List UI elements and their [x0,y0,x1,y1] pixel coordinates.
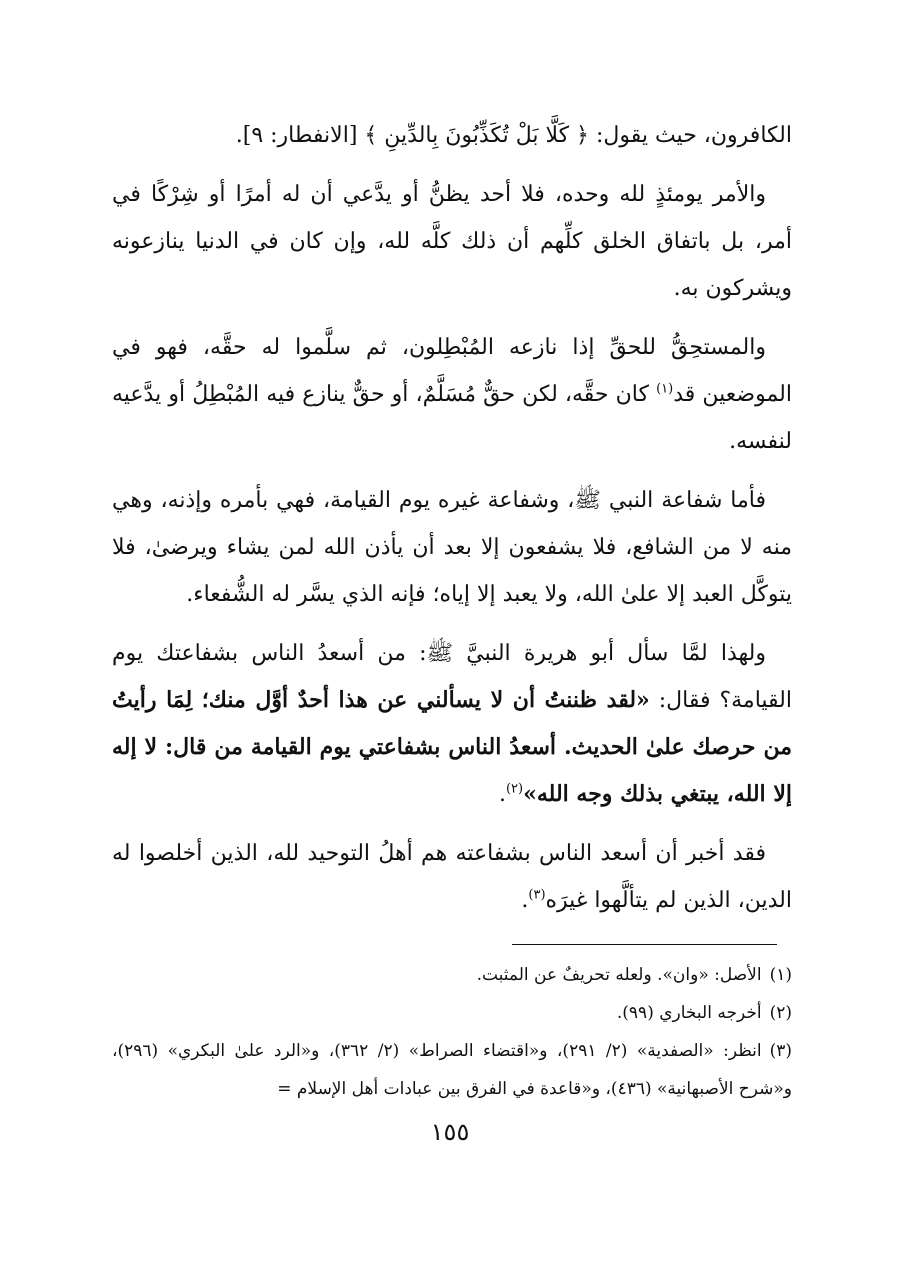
footnote-separator [512,944,777,945]
footnote-number: (١) [769,965,792,985]
paragraph-text: الكافرون، حيث يقول: ﴿ كَلَّا بَلْ تُكَذِّبُونَ بِالدِّينِ ﴾ [الانفطار: ٩]. [235,123,792,148]
paragraph-text: والأمر يومئذٍ لله وحده، فلا أحد يظنُّ أو يدَّعي أن له أمرًا أو شِرْكًا في أمر، بل باتفاق الخلق كلِّهم أن ذلك كلَّه لله، وإن كان في الدنيا ينازعونه ويشركون به. [112,182,792,301]
paragraph [112,477,792,618]
paragraph [112,171,792,312]
footnotes-block [112,956,792,1108]
paragraph-text: والمستحِقُّ للحقِّ إذا نازعه المُبْطِلون، ثم سلَّموا له حقَّه، فهو في الموضعين قد [112,335,792,407]
footnote-reference: (١) [656,381,674,397]
footnote [112,1032,792,1108]
paragraph-text: . [521,888,529,913]
main-text-block [112,112,792,936]
footnote [112,994,792,1032]
footnote-number: (٢) [769,1003,792,1023]
page-number: ١٥٥ [430,1118,470,1146]
paragraph [112,630,792,818]
footnote-reference: (٢) [505,781,524,797]
paragraph-text: فأما شفاعة النبي ﷺ، وشفاعة غيره يوم القيامة، فهي بأمره وإذنه، وهي منه لا من الشافع، فلا يشفعون إلا بعد أن يأذن الله لمن يشاء ويرضىٰ، فلا يتوكَّل العبد إلا علىٰ الله، ولا يعبد إلا إياه؛ فإنه الذي يسَّر له الشُّفعاء. [112,488,792,607]
paragraph [112,112,792,159]
paragraph-text: كان حقَّه، لكن حقٌّ مُسَلَّمٌ، أو حقٌّ ينازع فيه المُبْطِلُ أو يدَّعيه لنفسه. [112,382,792,454]
paragraph [112,830,792,924]
paragraph-text: فقد أخبر أن أسعد الناس بشفاعته هم أهلُ التوحيد لله، الذين أخلصوا له الدين، الذين لم يتألَّهوا غيرَه [112,841,792,913]
footnote [112,956,792,994]
hadith-quote-text: «لقد ظننتُ أن لا يسألني عن هذا أحدٌ أوَّل منك؛ لِمَا رأيتُ من حرصك علىٰ الحديث. أسعدُ الناس بشفاعتي يوم القيامة من قال: لا إله إلا الله، يبتغي بذلك وجه الله» [112,687,792,807]
paragraph-text: ولهذا لمَّا سأل أبو هريرة النبيَّ ﷺ: من أسعدُ الناس بشفاعتك يوم القيامة؟ فقال: [112,641,792,713]
footnote-number: (٣) [769,1041,793,1061]
footnote-text: انظر: «الصفدية» (٢/ ٢٩١)، و«اقتضاء الصراط» (٢/ ٣٦٢)، و«الرد علىٰ البكري» (٢٩٦)، و«شرح الأصبهانية» (٤٣٦)، و«قاعدة في الفرق بين عبادات أهل الإسلام = [112,1041,792,1099]
footnote-text: الأصل: «وان». ولعله تحريفٌ عن المثبت. [476,965,762,985]
footnote-text: أخرجه البخاري (٩٩). [616,1003,762,1023]
paragraph-text: . [498,782,506,807]
footnote-reference: (٣) [528,887,546,903]
paragraph [112,324,792,465]
